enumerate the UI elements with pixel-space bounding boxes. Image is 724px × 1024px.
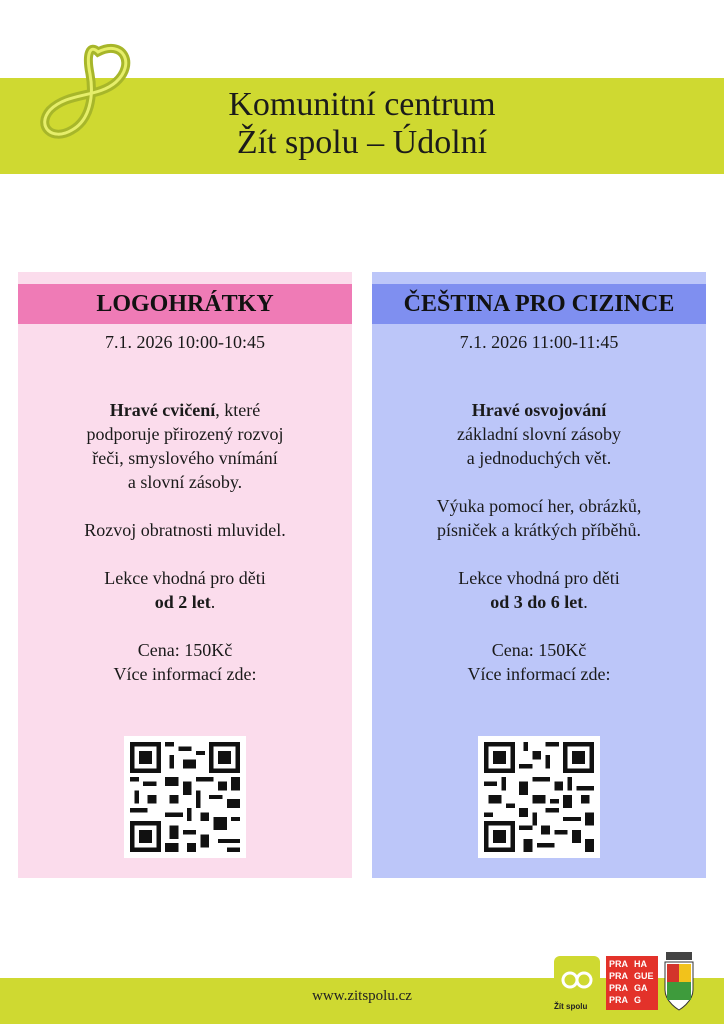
qr-code[interactable] xyxy=(478,736,600,858)
praha-logo-left-text: PRA xyxy=(609,995,629,1005)
price: Cena: 150Kč xyxy=(137,640,233,660)
event-date: 7.1. 2026 11:00-11:45 xyxy=(459,332,619,352)
page-title xyxy=(0,86,724,162)
card-logohratky xyxy=(18,272,352,878)
praha-logo-right-column xyxy=(634,958,656,1006)
description-line: řeči, smyslového vnímání xyxy=(92,448,278,468)
extra-line: písniček a krátkých příběhů. xyxy=(437,520,641,540)
title-line-1: Komunitní centrum xyxy=(228,86,496,123)
qr-code-icon xyxy=(130,742,240,852)
more-info-label: Více informací zde: xyxy=(113,664,257,684)
praha-logo-left-text: PRA xyxy=(609,959,629,969)
card-cestina-pro-cizince xyxy=(372,272,706,878)
description-line xyxy=(372,398,706,422)
price: Cena: 150Kč xyxy=(491,640,587,660)
praha-logo-left-text: PRA xyxy=(609,983,629,993)
description-bold: Hravé cvičení xyxy=(109,400,216,420)
praha-logo-right-text: GA xyxy=(634,983,648,993)
praha-logo-left-column xyxy=(609,958,633,1006)
card-body xyxy=(372,330,706,686)
praha-logo-right-text: G xyxy=(634,995,642,1005)
praha-logo-right-text: GUE xyxy=(634,971,654,981)
praha-logo-right-text: HA xyxy=(634,959,647,969)
partner-logos xyxy=(554,950,724,1016)
extra-line: Rozvoj obratnosti mluvidel. xyxy=(84,520,286,540)
praha-logo xyxy=(606,956,658,1010)
description-bold: Hravé osvojování xyxy=(471,400,607,420)
praha-logo-left-text: PRA xyxy=(609,971,629,981)
audience-line: Lekce vhodná pro děti xyxy=(104,568,266,588)
website-link[interactable]: www.zitspolu.cz xyxy=(312,988,412,1004)
audience-age-bold: od 2 let xyxy=(154,592,211,612)
audience-age-end: . xyxy=(583,592,588,612)
description-line xyxy=(18,398,352,422)
extra-line: Výuka pomocí her, obrázků, xyxy=(436,496,642,516)
card-heading: LOGOHRÁTKY xyxy=(18,284,352,324)
district-crest-icon xyxy=(662,950,696,1014)
more-info-label: Více informací zde: xyxy=(467,664,611,684)
audience-age-end: . xyxy=(210,592,216,612)
zit-spolu-logo-icon xyxy=(554,956,600,1002)
audience-line: Lekce vhodná pro děti xyxy=(458,568,620,588)
title-line-2: Žít spolu – Údolní xyxy=(236,124,488,161)
audience-age xyxy=(372,590,706,614)
audience-age-bold: od 3 do 6 let xyxy=(490,592,584,612)
description-line: a slovní zásoby. xyxy=(127,472,243,492)
zit-spolu-logo-text: Žít spolu xyxy=(554,1002,588,1011)
description-line: podporuje přirozený rozvoj xyxy=(86,424,284,444)
event-date: 7.1. 2026 10:00-10:45 xyxy=(105,332,265,352)
qr-code-icon xyxy=(484,742,594,852)
description-line: a jednoduchých vět. xyxy=(466,448,612,468)
qr-code[interactable] xyxy=(124,736,246,858)
audience-age xyxy=(18,590,352,614)
description-rest: , které xyxy=(215,400,261,420)
description-line: základní slovní zásoby xyxy=(457,424,621,444)
card-heading: ČEŠTINA PRO CIZINCE xyxy=(372,284,706,324)
card-body xyxy=(18,330,352,686)
